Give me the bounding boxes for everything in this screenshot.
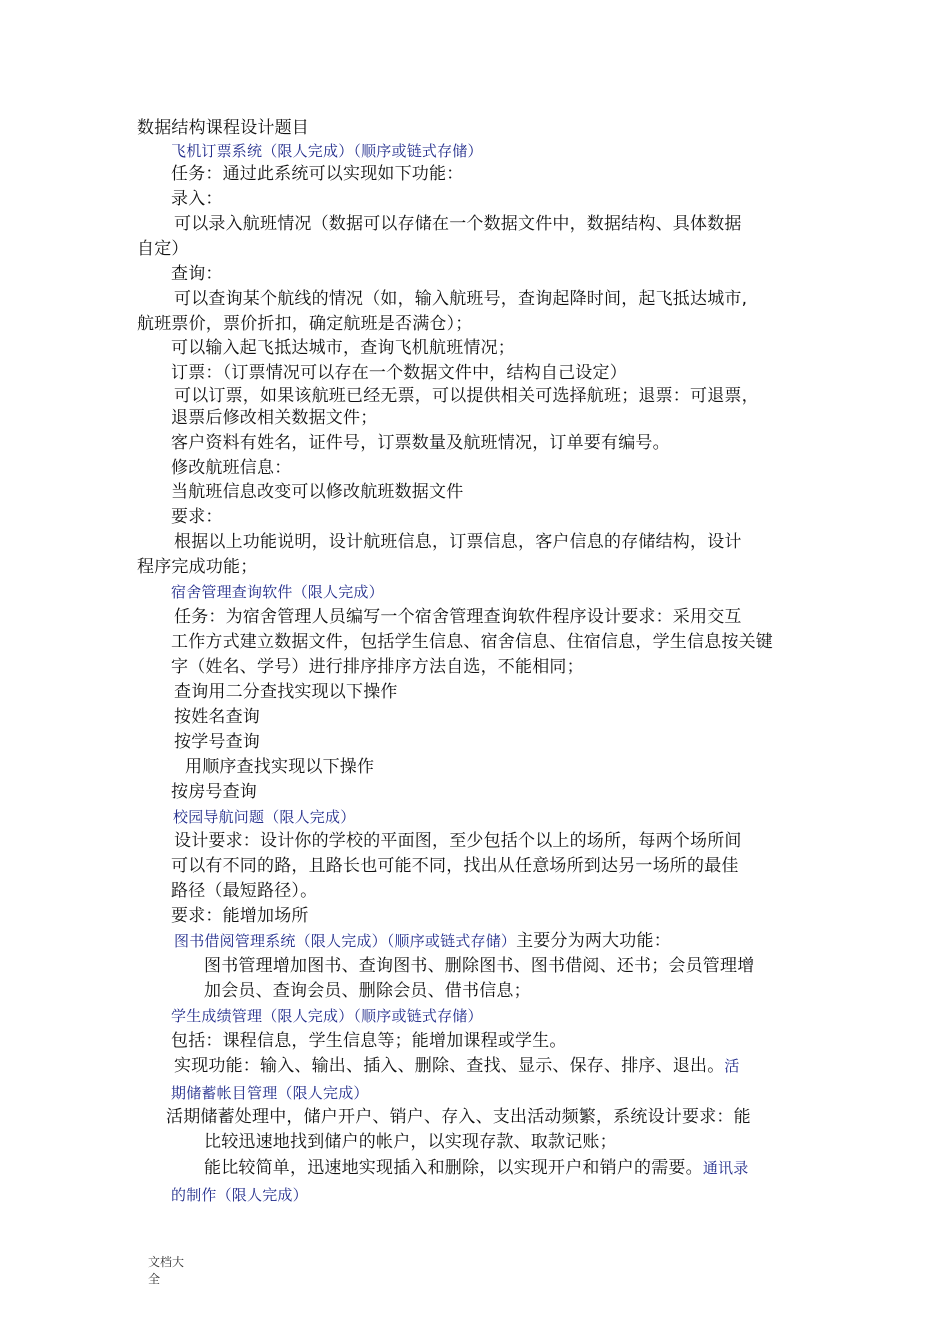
- text-line: 按学号查询: [174, 732, 260, 752]
- text-line: 按房号查询: [171, 782, 257, 802]
- section-heading-contacts-part1: 通讯录: [702, 1159, 749, 1177]
- text-line: 航班票价，票价折扣，确定航班是否满仓）；: [137, 314, 473, 334]
- text-line: 任务：为宿舍管理人员编写一个宿舍管理查询软件程序设计要求：采用交互: [174, 607, 742, 627]
- text-line: 根据以上功能说明，设计航班信息，订票信息，客户信息的存储结构，设计: [174, 532, 742, 552]
- footer-line: 全: [148, 1272, 161, 1286]
- footer-line: 文档大: [148, 1255, 185, 1269]
- text-line: 工作方式建立数据文件，包括学生信息、宿舍信息、住宿信息，学生信息按关键: [171, 632, 773, 652]
- section-heading-dormitory: 宿舍管理查询软件（限人完成）: [171, 583, 384, 601]
- section-heading-library-row: [174, 930, 671, 952]
- section-heading-savings-part2: 期储蓄帐目管理（限人完成）: [171, 1084, 369, 1102]
- text-line: 自定）: [137, 239, 189, 259]
- section-heading-contacts-part2: 的制作（限人完成）: [171, 1186, 308, 1204]
- text-line: 查询：: [171, 264, 223, 284]
- text-line: 图书管理增加图书、查询图书、删除图书、图书借阅、还书；会员管理增: [204, 956, 755, 976]
- text-line: 修改航班信息：: [171, 458, 292, 478]
- text-line: 要求：能增加场所: [171, 906, 309, 926]
- text-line: 任务：通过此系统可以实现如下功能：: [171, 164, 464, 184]
- section-heading-campus-navigation: 校园导航问题（限人完成）: [173, 808, 356, 826]
- text-line: 可以订票，如果该航班已经无票，可以提供相关可选择航班；退票：可退票，: [174, 386, 759, 406]
- section-heading-library: 图书借阅管理系统（限人完成）（顺序或链式存储）: [174, 932, 517, 950]
- text-line: 能比较简单，迅速地实现插入和删除，以实现开户和销户的需要。: [204, 1158, 703, 1178]
- section-heading-student-grades: 学生成绩管理（限人完成）（顺序或链式存储）: [171, 1007, 483, 1025]
- text-line: 活期储蓄处理中，储户开户、销户、存入、支出活动频繁，系统设计要求：能: [166, 1107, 751, 1127]
- page-footer: [148, 1254, 184, 1288]
- section-heading-library-tail: 主要分为两大功能：: [516, 931, 671, 951]
- section-heading-flight-booking: 飞机订票系统（限人完成）（顺序或链式存储）: [171, 142, 483, 160]
- text-line: 设计要求：设计你的学校的平面图，至少包括个以上的场所，每两个场所间: [174, 831, 742, 851]
- text-line: 程序完成功能；: [137, 557, 258, 577]
- text-line: 用顺序查找实现以下操作: [185, 757, 375, 777]
- text-line: 要求：: [171, 507, 223, 527]
- text-line: 字（姓名、学号）进行排序排序方法自选，不能相同；: [171, 657, 584, 677]
- text-line: 路径（最短路径）。: [171, 881, 318, 901]
- text-line: 订票：（订票情况可以存在一个数据文件中，结构自己设定）: [171, 363, 627, 383]
- text-line: 录入：: [171, 189, 223, 209]
- text-line-with-heading: [204, 1157, 748, 1179]
- text-line: 可以输入起飞抵达城市，查询飞机航班情况；: [171, 338, 515, 358]
- text-line: 包括：课程信息，学生信息等；能增加课程或学生。: [171, 1031, 567, 1051]
- text-line: 查询用二分查找实现以下操作: [174, 682, 398, 702]
- text-line: 按姓名查询: [174, 707, 260, 727]
- text-line: 加会员、查询会员、删除会员、借书信息；: [204, 981, 531, 1001]
- text-line: 可以录入航班情况（数据可以存储在一个数据文件中，数据结构、具体数据: [174, 214, 742, 234]
- text-line: 退票后修改相关数据文件；: [171, 408, 378, 428]
- text-line: 客户资料有姓名，证件号，订票数量及航班情况，订单要有编号。: [171, 433, 670, 453]
- document-title: 数据结构课程设计题目: [137, 118, 309, 138]
- text-line: 可以查询某个航线的情况（如，输入航班号，查询起降时间，起飞抵达城市,: [174, 289, 748, 309]
- text-line-with-heading: [174, 1055, 740, 1077]
- section-heading-savings-part1: 活: [724, 1057, 740, 1075]
- text-line: 实现功能：输入、输出、插入、删除、查找、显示、保存、排序、退出。: [174, 1056, 725, 1076]
- text-line: 比较迅速地找到储户的帐户，以实现存款、取款记账；: [204, 1132, 617, 1152]
- text-line: 可以有不同的路，且路长也可能不同，找出从任意场所到达另一场所的最佳: [171, 856, 739, 876]
- text-line: 当航班信息改变可以修改航班数据文件: [171, 482, 464, 502]
